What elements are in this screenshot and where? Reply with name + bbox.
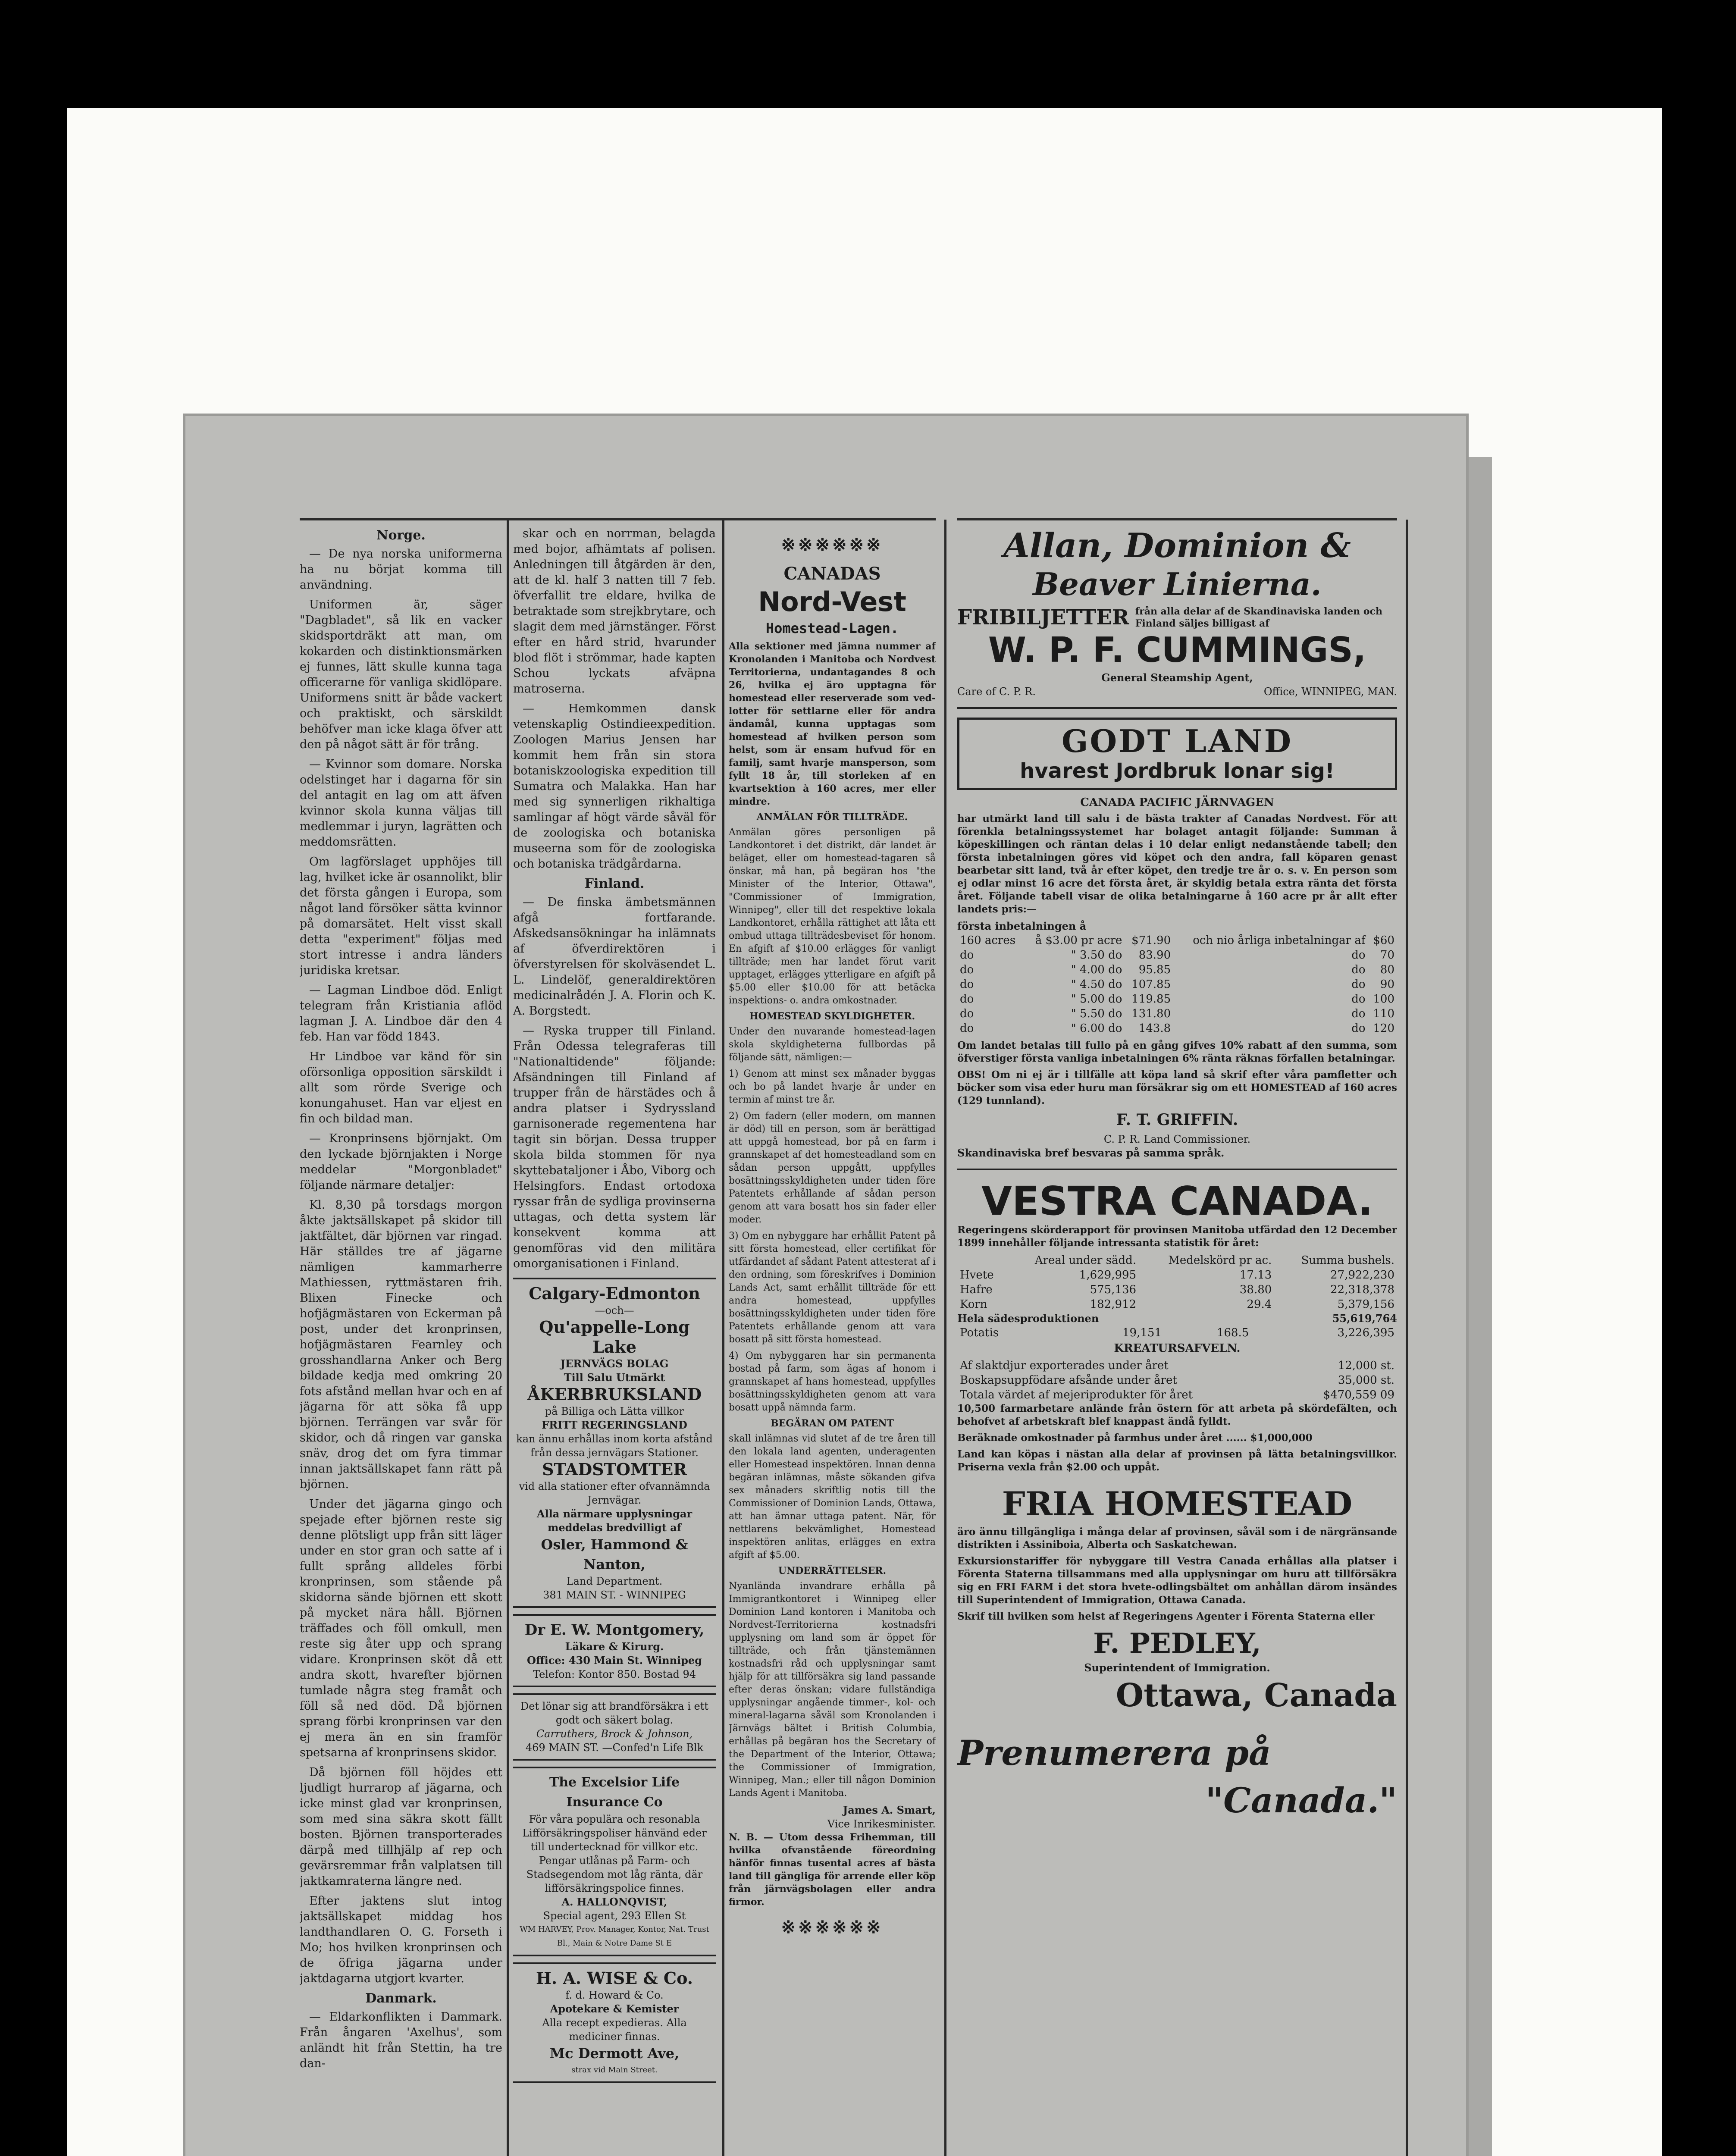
ad-line: 381 MAIN ST. - WINNIPEG — [543, 1589, 686, 1601]
ad-allan-title-1: Allan, Dominion & — [1003, 526, 1351, 565]
table-cell: 22,318,378 — [1330, 1283, 1394, 1296]
article-paragraph: — Hemkommen dansk vetenskaplig Ostindieexpedition. Zoologen Marius Jensen har kommit hem från sin stora botaniskzoologiska expedition till Sumatra och Malakka. Han har med sig synnerligen rikhaltiga samlingar af högt värde såväl för de zoologiska och botaniska museerna som för de zoologiska och botaniska trädgårdarna. — [513, 702, 716, 871]
total-label: Hela sädesproduktionen — [957, 1312, 1099, 1325]
table-cell: do — [960, 993, 974, 1006]
table-cell: Totala värdet af mejeriprodukter för året — [960, 1388, 1193, 1401]
table-cell: Potatis — [960, 1326, 999, 1339]
table-cell: 131.80 — [1131, 1007, 1171, 1020]
table-cell: " 5.00 do — [1071, 993, 1122, 1006]
table-cell: " 6.00 do — [1071, 1022, 1122, 1035]
table-cell: 80 — [1380, 963, 1394, 976]
ad-line: Till Salu Utmärkt — [564, 1371, 665, 1384]
ad-line: på Billiga och Lätta villkor — [545, 1405, 684, 1417]
table-cell: do — [960, 978, 974, 991]
table-cell: 182,912 — [1090, 1298, 1137, 1311]
homestead-paragraph: N. B. — Utom dessa Frihemman, till hvilka ofvanstående föreordning hänför finnas tusental acres af bästa land till gängliga för arrende eller köp från järnvägsbolagen eller andra firmor. — [729, 1832, 936, 1908]
table-row — [957, 1297, 1397, 1312]
ad-line: Land Department. — [566, 1575, 663, 1587]
ornament: ※※※※※※ — [781, 535, 884, 555]
heading-danmark: Danmark. — [365, 1991, 437, 2006]
ad-excelsior — [513, 1767, 716, 1956]
homestead-title-1: CANADAS — [783, 564, 881, 584]
column-separator — [944, 520, 946, 2156]
divider — [957, 707, 1397, 709]
homestead-paragraph: skall inlämnas vid slutet af de tre åren till den lokala land agenten, underagenten eller Homestead inspektören. Innan denna begäran inlämnas, måste sökanden gifva sex månaders skriftlig notis till the Commissioner of Dominion Lands, Ottawa, att han ämnar uttaga patent. När, för nettlarens bekvämlighet, Homestead inspektören anlitas, erlägges en extra afgift af $5.00. — [729, 1433, 936, 1561]
table-cell: " 4.00 do — [1071, 963, 1122, 976]
ad-line: Osler, Hammond & Nanton, — [541, 1536, 688, 1573]
ad-line: Pengar utlånas på Farm- och Stadsegendom mot låg ränta, där lifförsäkringspolice finnes. — [526, 1855, 703, 1894]
livestock-table — [957, 1358, 1397, 1402]
table-cell: 29.4 — [1247, 1298, 1272, 1311]
table-cell: Areal under sädd. — [1034, 1254, 1137, 1267]
table-cell: Medelskörd pr ac. — [1168, 1254, 1272, 1267]
homestead-paragraph: 2) Om fadern (eller modern, om mannen är död) till en person, som är berättigad att uppgå homestead, bor på en farm i grannskapet af det homesteadland som en sådan person uppgått, uppfylles bosättningsskyldigheten under tiden före Patentets erhållande af sådan person genom att vara bosatt hos sin fader eller moder. — [729, 1111, 936, 1225]
table-cell: 107.85 — [1131, 978, 1171, 991]
table-row — [957, 962, 1397, 977]
vestra-paragraph: Regeringens skörderapport för provinsen Manitoba utfärdad den 12 December 1899 innehåller följande intressanta statistik för året: — [957, 1224, 1397, 1249]
table-cell: do — [1351, 1007, 1366, 1020]
homestead-paragraph: 1) Genom att minst sex månader byggas och bo på landet hvarje år under en termin af minst tre år. — [729, 1069, 936, 1105]
table-cell: 1,629,995 — [1079, 1269, 1137, 1282]
table-row — [957, 977, 1397, 992]
ad-line: Telefon: Kontor 850. Bostad 94 — [533, 1668, 696, 1680]
column-separator — [722, 520, 724, 2156]
table-cell: 168.5 — [1216, 1326, 1249, 1339]
ad-line: Mc Dermott Ave, — [549, 2045, 680, 2062]
table-cell: 119.85 — [1131, 993, 1171, 1006]
table-cell: 70 — [1380, 949, 1394, 962]
column-1 — [300, 526, 502, 2156]
table-cell: do — [960, 963, 974, 976]
ad-line: vid alla stationer efter ofvannämnda Jernvägar. — [519, 1480, 710, 1506]
ad-line: ÅKERBRUKSLAND — [527, 1385, 702, 1404]
ad-godt-land — [957, 718, 1397, 790]
table-row — [957, 1268, 1397, 1282]
ad-line: —och— — [595, 1304, 634, 1316]
heading-norge: Norge. — [376, 528, 426, 543]
table-cell: och nio årliga inbetalningar af — [1193, 934, 1366, 947]
table-cell: 12,000 st. — [1338, 1359, 1394, 1372]
ad-line: Carruthers, Brock & Johnson, — [536, 1728, 693, 1740]
article-paragraph: Uniformen är, säger "Dagbladet", så lik en vacker skidsportdräkt att man, om kokarden och distinktionsmärken ej funnes, lätt skulle kunna taga officerarne för vanliga skidlöpare. Uniformens snitt är både vackert och praktiskt, och särskildt behöfver man icke klaga öfver att den på något sätt är för trång. — [300, 598, 502, 751]
article-paragraph: Om lagförslaget upphöjes till lag, hvilket icke är osannolikt, blir det första gången i Europa, som något land försöker sätta kvinnor på domarsätet. Helt visst skall detta "experiment" följas med stort intresse i andra länders juridiska kretsar. — [300, 855, 502, 977]
cummings-office: Office, WINNIPEG, MAN. — [1263, 686, 1397, 698]
table-cell: 19,151 — [1122, 1326, 1162, 1339]
fria-paragraph: Skrif till hvilken som helst af Regeringens Agenter i Förenta Staterna eller — [957, 1611, 1375, 1622]
table-cell: do — [1351, 963, 1366, 976]
table-cell: 120 — [1373, 1022, 1394, 1035]
table-row — [957, 1373, 1397, 1388]
heading-finland: Finland. — [584, 876, 645, 891]
godt-land-title: GODT LAND — [1061, 723, 1293, 759]
homestead-paragraph: Nyanlända invandrare erhålla på Immigrantkontoret i Winnipeg eller Dominion Land kontoren i Manitoba och Nordvest-Territorierna kostnadsfri upplysning om land som är öppet för tillträde, och från tjänstemännen kostnadsfri råd och upplysningar samt hjälp för att tillförsäkra sig land passande efter deras önskan; vidare fullständiga upplysningar angående timmer-, kol- och mineral-lagarna såväl som Kronolanden i Järnvägs bältet i British Columbia, erhållas på begäran hos the Secretary of the Department of the Interior, Ottawa; the Commissioner of Immigration, Winnipeg, Man.; eller till någon Dominion Lands Agent i Manitoba. — [729, 1581, 936, 1799]
ad-line: STADSTOMTER — [542, 1460, 687, 1479]
table-cell: $60 — [1373, 934, 1394, 947]
ottawa-canada: Ottawa, Canada — [1116, 1677, 1397, 1714]
cpr-paragraph: OBS! Om ni ej är i tillfälle att köpa land så skrif efter våra pamfletter och böcker som visa eder huru man försäkrar sig om ett HOMESTEAD af 160 acres (129 tunnland). — [957, 1069, 1397, 1106]
ad-line: Qu'appelle-Long Lake — [539, 1317, 690, 1357]
ornament: ※※※※※※ — [781, 1917, 884, 1937]
table-row — [957, 1358, 1397, 1373]
article-paragraph: — Kvinnor som domare. Norska odelstinget har i dagarna för sin del antagit en lag om att äfven kvinnor skola kunna väljas till medlemmar i juryn, lagrätten och meddomsrätten. — [300, 758, 502, 849]
table-cell: 143.8 — [1138, 1022, 1171, 1035]
ad-line: Apotekare & Kemister — [550, 2002, 679, 2015]
ad-line: f. d. Howard & Co. — [565, 1989, 664, 2001]
vestra-paragraph: Beräknade omkostnader på farmhus under året ...... $1,000,000 — [957, 1432, 1313, 1444]
column-separator — [1406, 520, 1408, 2156]
table-cell: " 5.50 do — [1071, 1007, 1122, 1020]
harvest-table — [957, 1253, 1397, 1312]
ad-line: Det lönar sig att brandförsäkra i ett godt och säkert bolag. — [520, 1700, 709, 1726]
table-cell: do — [1351, 993, 1366, 1006]
ad-line: kan ännu erhållas inom korta afstånd från dessa jernvägars Stationer. — [516, 1433, 713, 1459]
column-3 — [729, 526, 936, 2156]
total-value: 55,619,764 — [1332, 1312, 1397, 1325]
newspaper-page — [185, 416, 1466, 2156]
ad-railway-land — [513, 1278, 716, 1608]
homestead-subheading: UNDERRÄTTELSER. — [778, 1565, 887, 1576]
table-cell: Boskapsuppfödare afsånde under året — [960, 1374, 1177, 1387]
signature: James A. Smart, — [843, 1804, 936, 1816]
table-cell: do — [1351, 978, 1366, 991]
ad-doctor — [513, 1614, 716, 1687]
griffin-name: F. T. GRIFFIN. — [1116, 1111, 1238, 1129]
table-row — [957, 933, 1397, 948]
table-cell: " 3.50 do — [1071, 949, 1122, 962]
scandinavian-note: Skandinaviska bref besvaras på samma språk. — [957, 1147, 1225, 1159]
homestead-paragraph: 3) Om en nybyggare har erhållit Patent på sitt första homestead, eller certifikat för utfärdandet af sådant Patent attesterat af i den ordning, som föreskrifves i Dominion Lands Act, samt erhållit tillträde för ett andra homestead, uppfylles bosättningsskyldigheten under tiden före Patentets erhållande genom att vara bosatt på sitt första homestead. — [729, 1231, 936, 1345]
cummings-agent: General Steamship Agent, — [1101, 671, 1253, 684]
ad-allan-title-2: Beaver Linierna. — [1033, 566, 1322, 602]
ad-line: WM HARVEY, Prov. Manager, Kontor, Nat. Trust Bl., Main & Notre Dame St E — [520, 1925, 709, 1948]
table-cell: 575,136 — [1090, 1283, 1137, 1296]
ad-line: Alla recept expedieras. Alla mediciner finnas. — [542, 2017, 687, 2043]
ad-insurance-brock — [513, 1693, 716, 1761]
table-cell: " 4.50 do — [1071, 978, 1122, 991]
article-paragraph: Hr Lindboe var känd för sin oförsonliga opposition särskildt i allt som rörde Sverige och konungahuset. Han var eljest en fin och bildad man. — [300, 1050, 502, 1125]
ad-line: FRITT REGERINGSLAND — [542, 1419, 687, 1431]
homestead-title-2: Nord-Vest — [758, 586, 906, 617]
column-separator — [507, 520, 509, 2156]
homestead-paragraph: Anmälan göres personligen på Landkontoret i det distrikt, där landet är beläget, eller om homestead-tagaren så önskar, må han, på begäran hos "the Minister of the Interior, Ottawa", "Commissioner of Immigration, Winnipeg", eller till det respektive lokala Landkontoret, erhålla rättighet att låta ett ombud uttaga tillträdesbeviset för honom. En afgift af $10.00 erlägges för vanligt tillträde; men har landet förut varit upptaget, erlägges ytterligare en afgift på $5.00 eller $10.00 för att betäcka inspektions- o. andra omkostnader. — [729, 827, 936, 1006]
kreatur-heading: KREATURSAFVELN. — [1114, 1342, 1241, 1355]
article-paragraph: — De finska ämbetsmännen afgå fortfarande. Afskedsansökningar ha inlämnats af öfverdirektören i öfverstyrelsen för skolväsendet L. L. Lindelöf, generaldirektören medicinalrådén J. A. Florin och K. A. Borgstedt. — [513, 896, 716, 1018]
ad-line: Läkare & Kirurg. — [565, 1640, 664, 1653]
page-edge — [1466, 457, 1492, 2156]
fria-homestead-title: FRIA HOMESTEAD — [1002, 1485, 1353, 1523]
homestead-subheading: BEGÄRAN OM PATENT — [771, 1418, 894, 1429]
ad-line: Dr E. W. Montgomery, — [524, 1621, 705, 1639]
ad-line: The Excelsior Life Insurance Co — [549, 1775, 680, 1810]
ad-line: 469 MAIN ST. —Confed'n Life Blk — [525, 1742, 704, 1754]
table-cell: 38.80 — [1239, 1283, 1272, 1296]
table-cell: 110 — [1373, 1007, 1394, 1020]
table-cell: Summa bushels. — [1301, 1254, 1394, 1267]
cpr-paragraph: Om landet betalas till fullo på en gång gifves 10% rabatt af den summa, som öfverstiger första vanliga inbetalningen 6% ränta räknas förfallen betalningar. — [957, 1040, 1397, 1064]
table-cell: 100 — [1373, 993, 1394, 1006]
table-cell: do — [960, 1022, 974, 1035]
homestead-paragraph: 4) Om nybyggaren har sin permanenta bostad på farm, som ägas af honom i grannskapet af hans homestead, uppfylles bosättningsskyldigheten genom att vara bosatt uppå nämnda farm. — [729, 1351, 936, 1413]
ad-line: Special agent, 293 Ellen St — [543, 1910, 686, 1922]
homestead-paragraph: Under den nuvarande homestead-lagen skola skyldigheterna fullbordas på följande sätt, nämligen:— — [729, 1026, 936, 1063]
table-cell: $71.90 — [1131, 934, 1171, 947]
prenumerera-line: Prenumerera på — [957, 1733, 1271, 1773]
article-paragraph: Kl. 8,30 på torsdags morgon åkte jaktsällskapet på skidor till jaktfältet, där björnen var ringad. Här ställdes tre af jägarne nämligen kammarherre Mathiessen, ryttmästaren frih. Blixen Finecke och hofjägmästaren von Eckerman på post, under det kronprinsen, hofjägmästaren Fearnley och grosshandlarna Anker och Berg bildade kedja med omkring 20 fots afstånd mellan hvar och en af jägarna för att söka få upp björnen. Terrängen var svår för skidor, och då ringen var ganska snäv, drog det om fyra timmar innan jaktsällskapet fann rätt på björnen. — [300, 1198, 502, 1491]
vestra-paragraph: 10,500 farmarbetare anlände från östern för att arbeta på skördefälten, och behofvet af arbetskraft blef knappast ändå fylldt. — [957, 1403, 1397, 1427]
article-paragraph: — Kronprinsens björnjakt. Om den lyckade björnjakten i Norge meddelar "Morgonbladet" följande närmare detaljer: — [300, 1132, 502, 1192]
ad-line: strax vid Main Street. — [571, 2065, 658, 2075]
article-paragraph: skar och en norrman, belagda med bojor, afhämtats af polisen. Anledningen till åtgärden är den, att de kl. half 3 natten till 7 feb. öfverfallit tre eldare, hvilka de betraktade som strejkbrytare, och slagit dem med järnstänger. Först efter en hård strid, hvarunder blod flöt i strömmar, hade kapten Schou lyckats afväpna matroserna. — [513, 527, 716, 696]
table-cell: 27,922,230 — [1330, 1269, 1394, 1282]
article-paragraph: Efter jaktens slut intog jaktsällskapet middag hos landthandlaren O. G. Forseth i Mo; hos hvilken kronprinsen och de öfriga jägarna under jaktdagarna utgjort kvarter. — [300, 1894, 502, 1985]
table-cell: $470,559 09 — [1323, 1388, 1394, 1401]
table-row — [957, 1006, 1397, 1021]
homestead-title-3: Homestead-Lagen. — [765, 620, 899, 636]
godt-land-sub: hvarest Jordbruk lonar sig! — [1020, 759, 1335, 783]
top-rule-right — [957, 518, 1397, 520]
article-paragraph: Under det jägarna gingo och spejade efter björnen reste sig denne plötsligt upp från sitt läger under en stor gran och satte af i fullt språng alldeles förbi kronprinsen, som stående på skidorna sände björnen ett skott på mycket nära håll. Björnen träffades och föll omkull, men reste sig åter upp och sprang vidare. Kronprinsen sköt då ett andra skott, hvarefter björnen tumlade några steg framåt och föll så ned död. Då björnen sprang förbi kronprinsen var den ej mera än en sin framför spetsarna af kronprinsens skidor. — [300, 1498, 502, 1759]
ad-line: Calgary-Edmonton — [529, 1284, 700, 1303]
article-paragraph: — Lagman Lindboe död. Enligt telegram från Kristiania aflöd lagman J. A. Lindboe där den 4 feb. Han var född 1843. — [300, 984, 502, 1044]
table-cell: Korn — [960, 1298, 987, 1311]
vestra-canada-title: VESTRA CANADA. — [981, 1178, 1373, 1224]
table-cell: Hvete — [960, 1269, 994, 1282]
table-cell — [957, 1253, 1006, 1268]
fribiljetter-text: från alla delar af de Skandinaviska landen och Finland säljes billigast af — [1135, 606, 1382, 629]
homestead-subheading: ANMÄLAN FÖR TILLTRÄDE. — [756, 812, 908, 823]
table-cell: 160 acres — [960, 934, 1016, 947]
ad-wise — [513, 1962, 716, 2083]
table-row — [957, 1326, 1397, 1340]
table-cell: 5,379,156 — [1337, 1298, 1394, 1311]
table-cell: do — [960, 1007, 974, 1020]
article-paragraph: — Eldarkonflikten i Dammark. Från ångaren 'Axelhus', som anländt hit från Stettin, ha tre dan- — [300, 2010, 502, 2070]
table-cell: Hafre — [960, 1283, 993, 1296]
divider — [957, 1169, 1397, 1170]
fribiljetter-label: FRIBILJETTER — [957, 605, 1129, 630]
vestra-paragraph: Land kan köpas i nästan alla delar af provinsen på lätta betalningsvillkor. Priserna vexla från $2.00 och uppåt. — [957, 1448, 1397, 1473]
table-cell: 3,226,395 — [1337, 1326, 1394, 1339]
table-cell: 17.13 — [1239, 1269, 1272, 1282]
article-paragraph: Då björnen föll höjdes ett ljudligt hurrarop af jägarna, och icke minst glad var kronprinsen, som med sina säkra skott fällt bosten. Björnen transporterades därpå med tillhjälp af rep och gevärsremmar från valplatsen till jaktkamraterna längre ned. — [300, 1766, 502, 1888]
first-payment-label: första inbetalningen å — [957, 920, 1087, 932]
table-cell: Af slaktdjur exporterades under året — [960, 1359, 1169, 1372]
ad-line: A. HALLONQVIST, — [561, 1896, 667, 1908]
ad-line: För våra populära och resonabla Lifförsäkringspoliser hänvänd eder till undertecknad för villkor etc. — [522, 1813, 707, 1853]
ad-line: Alla närmare upplysningar meddelas bredvilligt af — [536, 1507, 693, 1534]
article-paragraph: — De nya norska uniformerna ha nu börjat komma till användning. — [300, 547, 502, 592]
potatis-table — [957, 1326, 1397, 1340]
ad-line: JERNVÄGS BOLAG — [560, 1357, 669, 1370]
table-cell: do — [960, 949, 974, 962]
fria-paragraph: Exkursionstariffer för nybyggare till Vestra Canada erhållas alla platser i Förenta Staterna tillsammans med alla upplysningar om huru att tillförsäkra sig en FRI FARM i det stora hvete-odlingsbältet om anhållan därom insändes till Superintendent of Immigration, Ottawa Canada. — [957, 1555, 1397, 1606]
homestead-paragraph: Alla sektioner med jämna nummer af Kronolanden i Manitoba och Nordvest Territorierna, undantagandes 8 och 26, hvilka ej äro upptagna för homestead eller reserverade som ved-lotter för settlarne eller för andra ändamål, kunna upptagas som homestead af hvilken person som helst, som är ensam hufvud för en familj, samt hvarje mansperson, som fyllt 18 år, till storleken af en kvartsektion à 160 acres, mer eller mindre. — [729, 641, 936, 807]
top-rule-left — [300, 518, 936, 520]
pedley-title: Superintendent of Immigration. — [1084, 1661, 1270, 1674]
column-4 — [957, 526, 1397, 2156]
signature-title: Vice Inrikesminister. — [827, 1818, 936, 1830]
table-row — [957, 1282, 1397, 1297]
table-cell: 90 — [1380, 978, 1394, 991]
canada-line: "Canada." — [1205, 1780, 1397, 1821]
table-cell: do — [1351, 949, 1366, 962]
table-cell: å $3.00 pr acre — [1035, 934, 1122, 947]
table-cell: 35,000 st. — [1338, 1374, 1394, 1387]
cummings-care: Care of C. P. R. — [957, 686, 1036, 698]
column-2 — [513, 526, 716, 2156]
table-row — [957, 1021, 1397, 1036]
table-row — [957, 992, 1397, 1006]
cummings-name: W. P. F. CUMMINGS, — [988, 630, 1366, 670]
table-row — [957, 1388, 1397, 1402]
payment-table — [957, 933, 1397, 1036]
homestead-subheading: HOMESTEAD SKYLDIGHETER. — [749, 1011, 915, 1022]
griffin-title: C. P. R. Land Commissioner. — [1103, 1133, 1251, 1145]
cpr-paragraph: har utmärkt land till salu i de bästa trakter af Canadas Nordvest. För att förenkla betalningssystemet har bolaget antagit följande: Summan å köpeskillingen och räntan delas i 10 delar enligt nedanstående tabell; den första inbetalningen göres vid köpet och den andra, fall köparen genast bearbetar sitt land, två år efter köpet, den tredje tre år o. s. v. En person som ej odlar minst 16 acre det första året, är skyldig betala extra ränta det första året. Följande tabell visar de olika betalningarne å 160 acre pr år allt efter landets pris:— — [957, 813, 1397, 915]
table-row — [957, 1253, 1397, 1268]
table-row — [957, 948, 1397, 962]
cpr-heading: CANADA PACIFIC JÄRNVAGEN — [1080, 796, 1274, 809]
table-cell: do — [1351, 1022, 1366, 1035]
ad-line: H. A. WISE & Co. — [536, 1968, 693, 1988]
article-paragraph: — Ryska trupper till Finland. Från Odessa telegraferas till "Nationaltidende" följande: Afsändningen till Finland af trupper från de härstädes och å andra platser i Sydryssland garnisonerade regementena har tagit sin början. Dessa trupper skola bilda stommen för nya skyttebataljoner i Åbo, Viborg och Helsingfors. Endast ortodoxa ryssar från de sydliga provinserna uttagas, och detta system lär konsekvent komma att genomföras vid den militära omorganisationen i Finland. — [513, 1024, 716, 1270]
fria-paragraph: äro ännu tillgängliga i många delar af provinsen, såväl som i de närgränsande distrikten i Assiniboia, Alberta och Saskatchewan. — [957, 1526, 1397, 1551]
table-cell: 95.85 — [1138, 963, 1171, 976]
ad-line: Office: 430 Main St. Winnipeg — [527, 1654, 702, 1667]
table-cell: 83.90 — [1138, 949, 1171, 962]
pedley-name: F. PEDLEY, — [1093, 1627, 1261, 1660]
